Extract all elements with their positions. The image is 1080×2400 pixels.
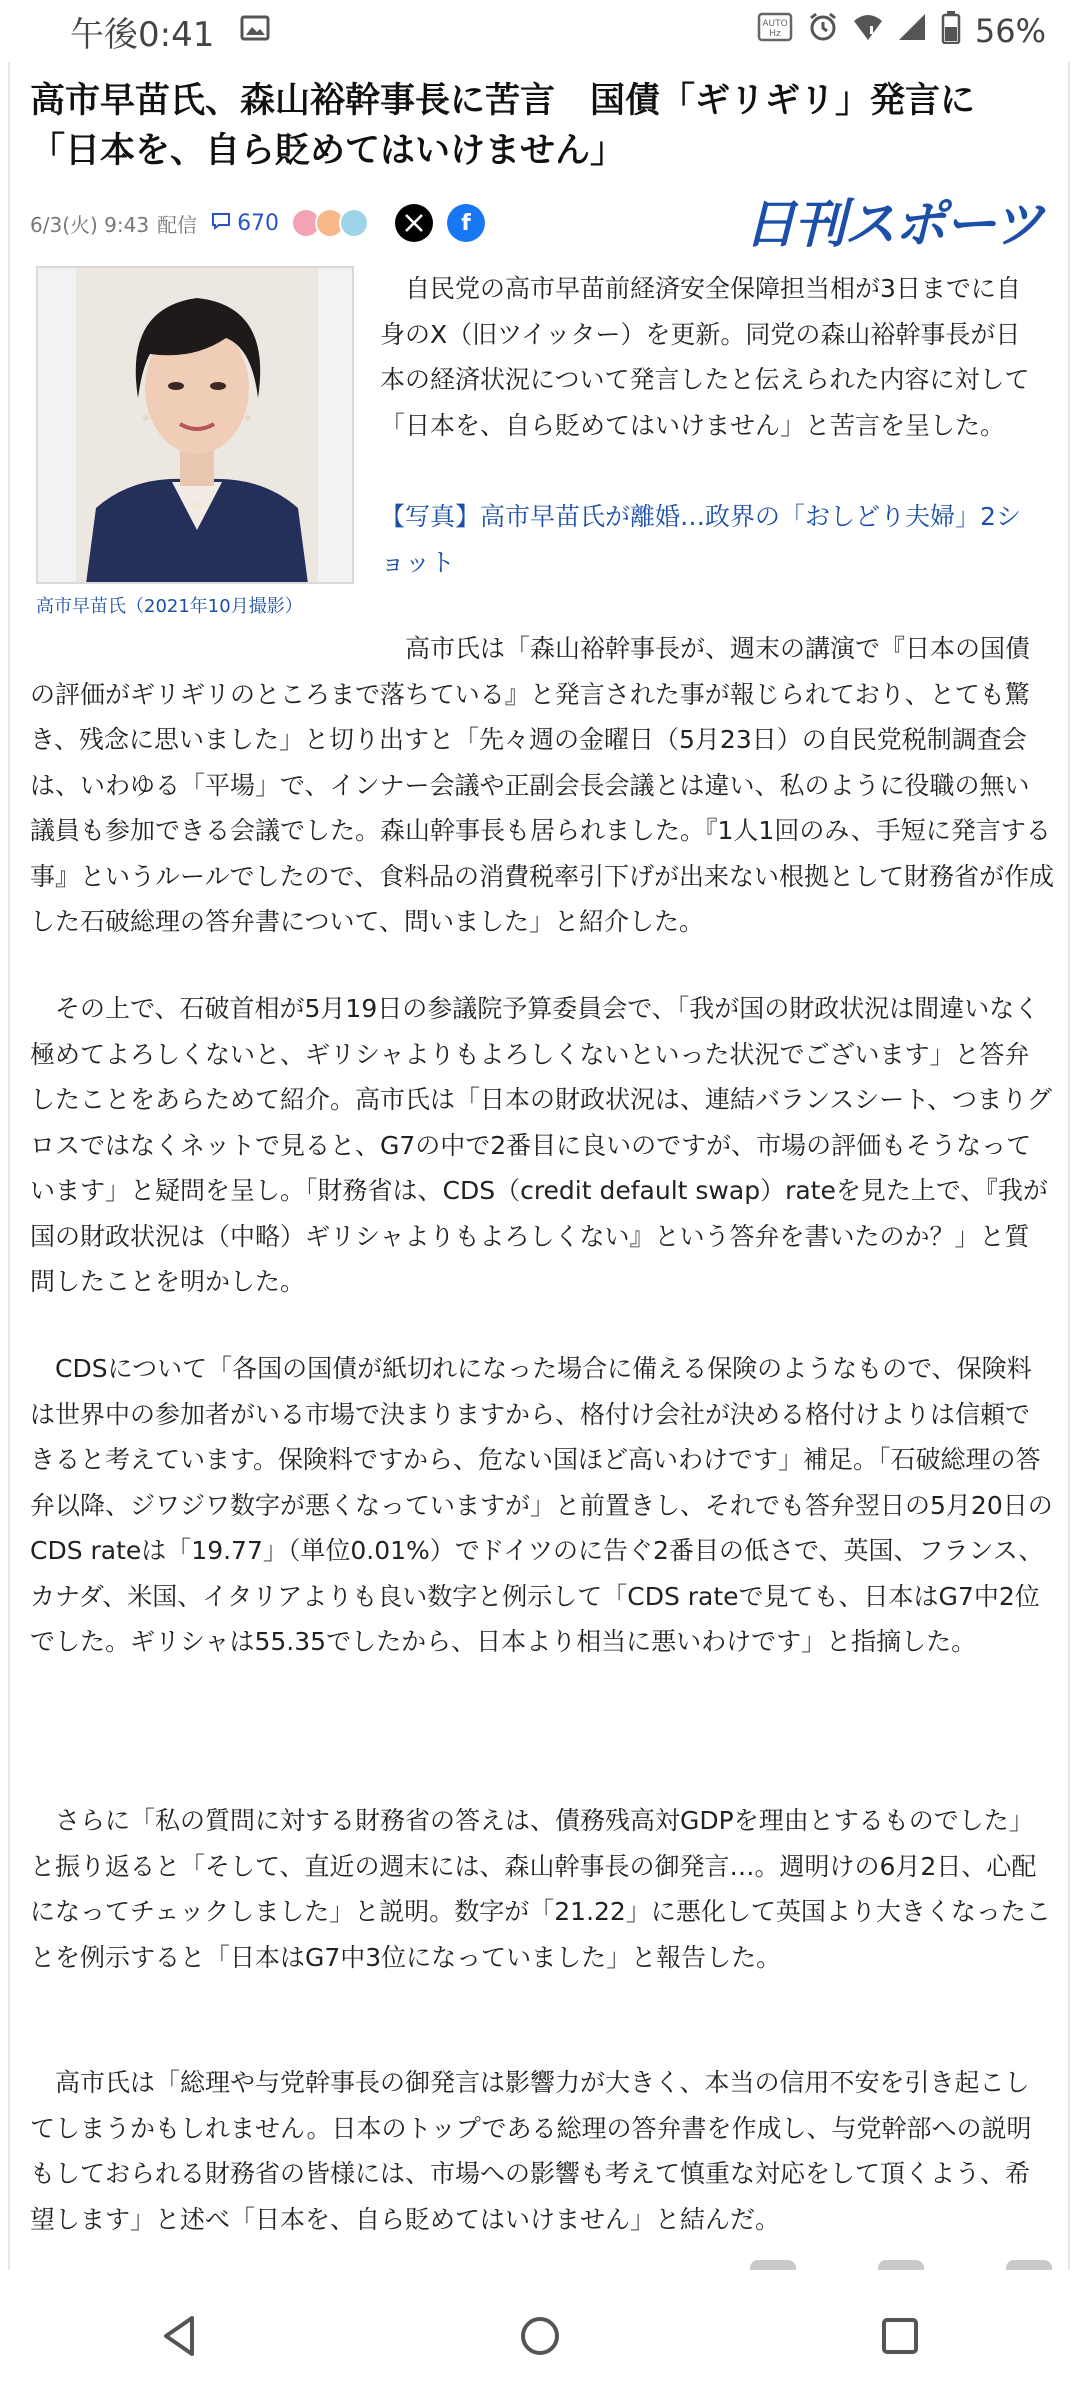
related-photo-link[interactable]: 【写真】高市早苗氏が離婚…政界の「おしどり夫婦」2ショット <box>380 502 1021 577</box>
article-paragraph <box>30 1346 1054 1665</box>
alarm-icon <box>807 11 839 51</box>
status-bar <box>0 0 1080 62</box>
article-paragraph <box>30 986 1054 1305</box>
article-paragraph <box>30 626 1054 945</box>
reaction-faces[interactable] <box>287 208 369 238</box>
paragraph-text: さらに「私の質問に対する財務省の答えは、債務残高対GDPを理由とするものでした」と振り返ると「そして、直近の週末には、森山幹事長の御発言…。週明けの6月2日、心配になってチェックしました」と説明。数字が「21.22」に悪化して英国より大きくなったことを例示すると「日本はG7中3位になっていました」と報告した。 <box>30 1806 1051 1972</box>
portrait-image <box>76 268 318 584</box>
article-title: 高市早苗氏、森山裕幹事長に苦言 国債「ギリギリ」発言に「日本を、自ら貶めてはいけません」 <box>30 81 976 171</box>
distribution-label: 配信 <box>157 212 198 237</box>
paragraph-text: その上で、石破首相が5月19日の参議院予算委員会で、「我が国の財政状況は間違いなく極めてよろしくないと、ギリシャよりもよろしくないといった状況でございます」と答弁したことをあらためて紹介。高市氏は「日本の財政状況は、連結バランスシート、つまりグロスではなくネットで見ると、G7の中で2番目に良いのですが、市場の評価もそうなっています」と疑問を呈し。「財務省は、CDS（credit default swap）rateを見た上で、『我が国の財政状況は（中略）ギリシャよりもよろしくない』という答弁を書いたのか？」と質問したことを明かした。 <box>30 994 1053 1296</box>
publisher-logo[interactable]: 日刊スポーツ <box>744 195 1042 255</box>
paragraph-text: 高市氏は「森山裕幹事長が、週末の講演で『日本の国債の評価がギリギリのところまで落ちている』と発言された事が報じられており、とても驚き、残念に思いました」と切り出すと「先々週の金曜日（5月23日）の自民党税制調査会は、いわゆる「平場」で、インナー会議や正副会長会議とは違い、私のように役職の無い議員も参加できる会議でした。森山幹事長も居られました。『1人1回のみ、手短に発言する事』というルールでしたので、食料品の消費税率引下げが出来ない根拠として財務省が作成した石破総理の答弁書について、問いました」と紹介した。 <box>30 634 1055 936</box>
signal-icon <box>897 12 927 50</box>
home-icon <box>518 2314 562 2358</box>
comment-icon <box>211 211 231 236</box>
article-photo[interactable] <box>36 266 354 584</box>
article-page <box>8 62 1070 2270</box>
battery-percent: 56% <box>974 12 1046 50</box>
image-icon <box>240 11 270 51</box>
comment-count: 670 <box>237 210 280 236</box>
recents-icon <box>878 2314 922 2358</box>
back-button[interactable] <box>135 2291 225 2381</box>
article-intro-text: 自民党の高市早苗前経済安全保障担当相が3日までに自身のX（旧ツイッター）を更新。同党の森山裕幹事長が日本の経済状況について発言したと伝えられた内容に対して「日本を、自ら貶めてはいけません」と苦言を呈した。 <box>380 274 1030 440</box>
wifi-icon <box>853 12 883 50</box>
battery-icon <box>941 10 961 52</box>
system-nav-bar <box>0 2272 1080 2400</box>
reaction-face-icon <box>339 208 369 238</box>
facebook-logo-icon: f <box>461 210 471 236</box>
recents-button[interactable] <box>855 2291 945 2381</box>
svg-text:Hz: Hz <box>769 29 781 39</box>
status-time: 午後0:41 <box>70 14 215 55</box>
article-paragraph <box>30 2060 1054 2242</box>
reaction-button-peek[interactable] <box>878 2260 924 2270</box>
paragraph-text: 高市氏は「総理や与党幹事長の御発言は影響力が大きく、本当の信用不安を引き起こしてしまうかもしれません。日本のトップである総理の答弁書を作成し、与党幹部への説明もしておられる財務省の皆様には、市場への影響も考えて慎重な対応をして頂くよう、希望します」と述べ「日本を、自ら貶めてはいけません」と結んだ。 <box>30 2068 1032 2234</box>
svg-text:AUTO: AUTO <box>762 19 788 29</box>
back-icon <box>158 2314 202 2358</box>
comment-count-link[interactable] <box>211 211 279 236</box>
paragraph-text: CDSについて「各国の国債が紙切れになった場合に備える保険のようなもので、保険料は世界中の参加者がいる市場で決まりますから、格付け会社が決める格付けよりは信頼できると考えています。保険料ですから、危ない国ほど高いわけです」補足。「石破総理の答弁以降、ジワジワ数字が悪くなっていますが」と前置きし、それでも答弁翌日の5月20日のCDS rateは「19.77」（単位0.01%）でドイツのに告ぐ2番目の低さで、英国、フランス、カナダ、米国、イタリアよりも良い数字と例示して「CDS rateで見ても、日本はG7中2位でした。ギリシャは55.35でしたから、日本より相当に悪いわけです」と指摘した。 <box>30 1354 1053 1656</box>
home-button[interactable] <box>495 2291 585 2381</box>
article-paragraph <box>30 1798 1054 1980</box>
reaction-button-peek[interactable] <box>1006 2260 1052 2270</box>
auto-hz-icon <box>757 12 793 50</box>
x-logo-icon <box>404 213 424 233</box>
share-x-button[interactable] <box>395 204 433 242</box>
photo-caption: 高市早苗氏（2021年10月撮影） <box>36 596 303 617</box>
reaction-button-peek[interactable] <box>750 2260 796 2270</box>
publish-date: 6/3(火) 9:43 <box>30 212 150 237</box>
article-intro <box>380 266 1044 448</box>
share-facebook-button[interactable] <box>447 204 485 242</box>
